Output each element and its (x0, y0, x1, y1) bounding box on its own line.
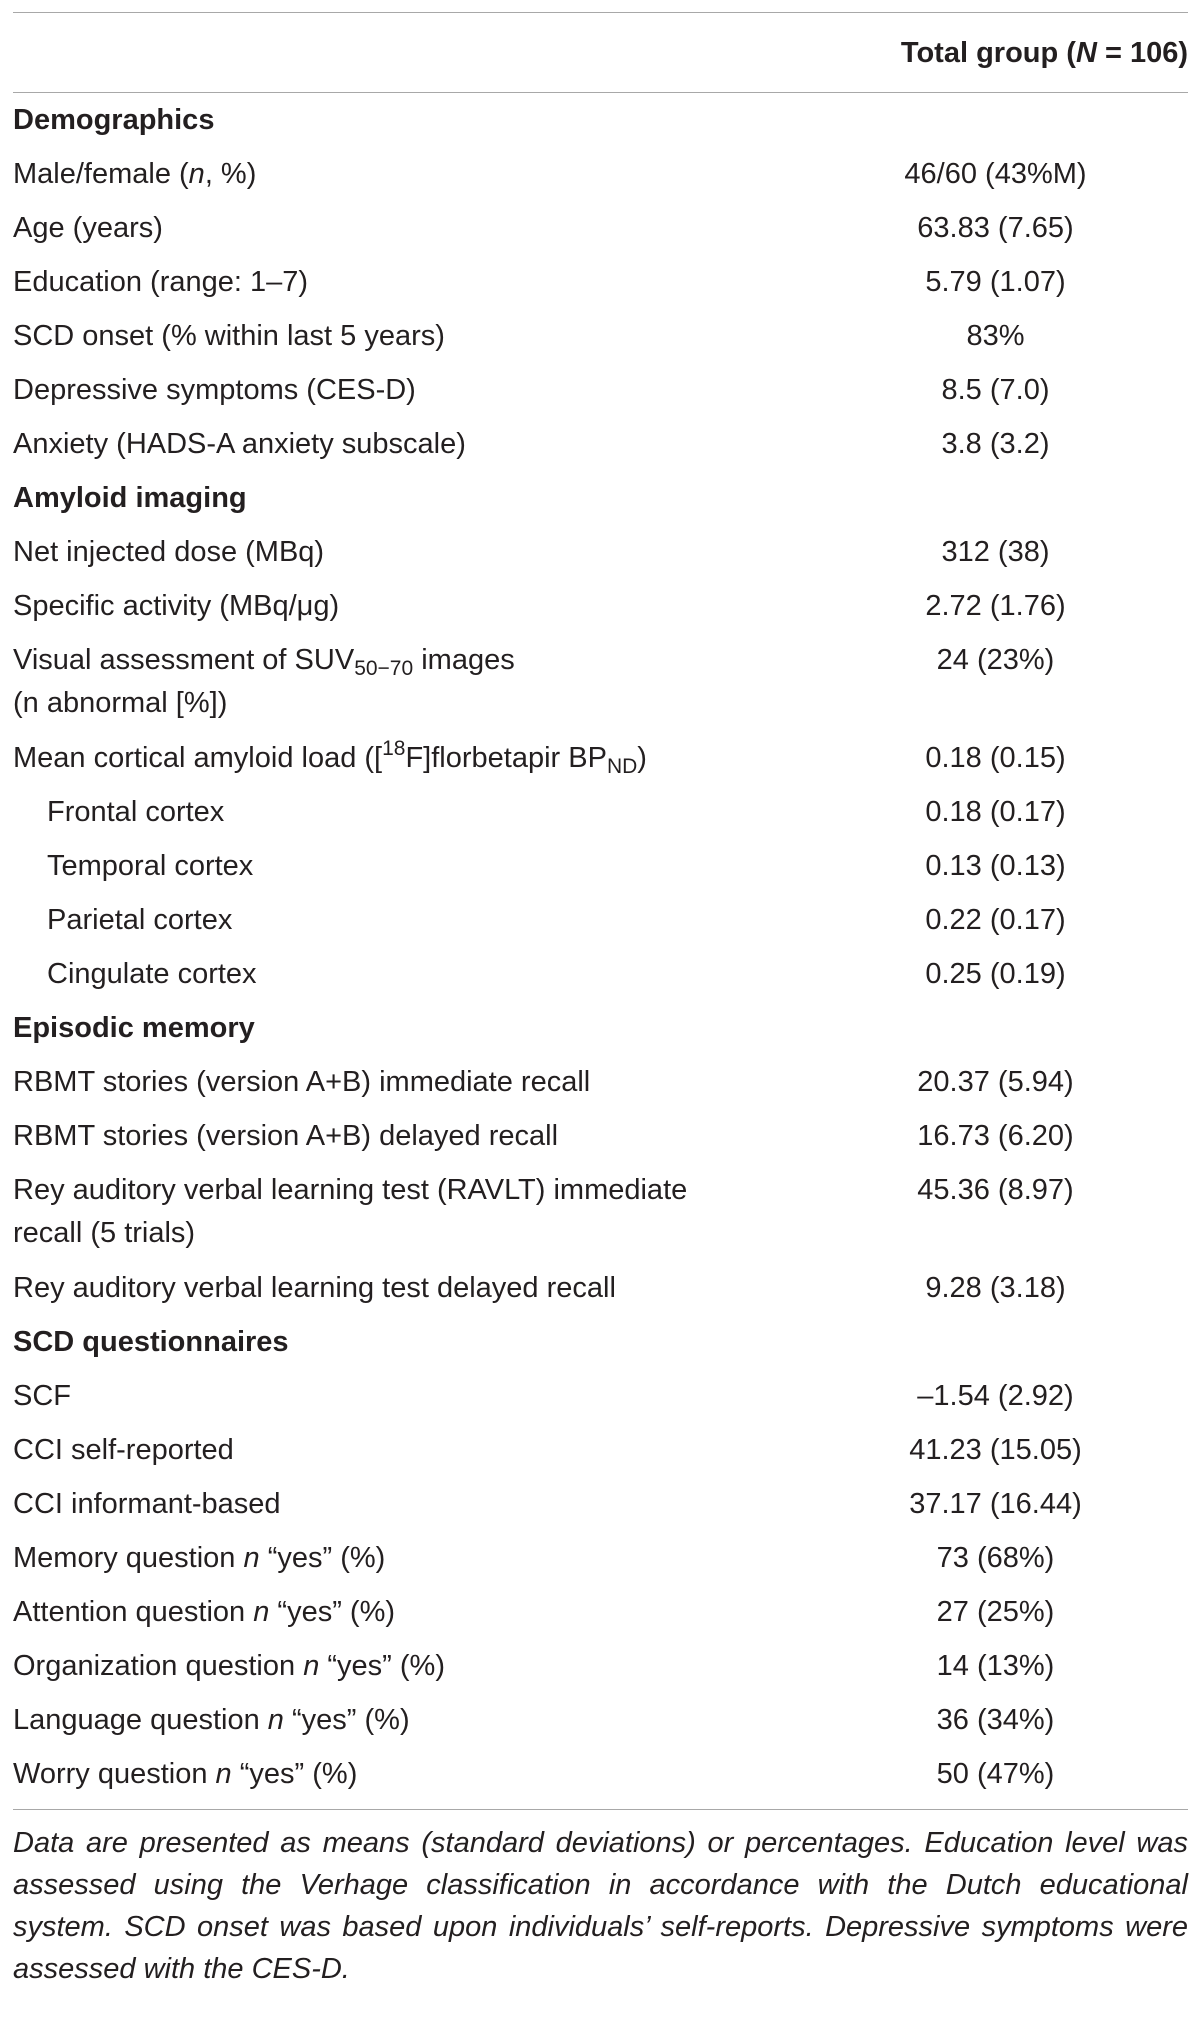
table-row (13, 585, 1188, 639)
row-label: Mean cortical amyloid load ([$^{18}$F]florbetapir $BP_{ND}$) (13, 737, 647, 778)
row-value: 46/60 (43%M) (904, 158, 1087, 190)
row-label: Frontal cortex (47, 796, 225, 828)
table-row (13, 423, 1188, 477)
table-row (13, 1645, 1188, 1699)
row-label: Anxiety (HADS-A anxiety subscale) (13, 428, 466, 460)
table-row (13, 261, 1188, 315)
row-value: 0.18 (0.15) (925, 742, 1066, 774)
row-value: 312 (38) (941, 536, 1050, 568)
section-scd-questionnaires: SCD questionnaires (13, 1326, 289, 1358)
section-episodic-memory: Episodic memory (13, 1012, 255, 1044)
table-row (13, 737, 1188, 791)
table-row (13, 1115, 1188, 1169)
row-value: 5.79 (1.07) (925, 266, 1066, 298)
row-label: Memory question n “yes” (%) (13, 1542, 386, 1574)
row-value: 50 (47%) (936, 1758, 1055, 1790)
section-demographics: Demographics (13, 104, 215, 136)
row-label: Education (range: 1–7) (13, 266, 309, 298)
row-value: 41.23 (15.05) (909, 1434, 1082, 1466)
table-row (13, 845, 1188, 899)
row-value: 2.72 (1.76) (925, 590, 1066, 622)
row-label: RBMT stories (version A+B) immediate recall (13, 1066, 591, 1098)
row-label: RBMT stories (version A+B) delayed recall (13, 1120, 559, 1152)
row-label: CCI informant-based (13, 1488, 281, 1520)
row-value: 27 (25%) (936, 1596, 1055, 1628)
row-value: 14 (13%) (936, 1650, 1055, 1682)
row-label: Attention question n “yes” (%) (13, 1596, 396, 1628)
row-label: SCF (13, 1380, 71, 1412)
row-label: Organization question n “yes” (%) (13, 1650, 445, 1682)
row-label: Age (years) (13, 212, 163, 244)
row-label: Language question n “yes” (%) (13, 1704, 410, 1736)
table-row (13, 1375, 1188, 1429)
table-header (13, 13, 1188, 92)
row-value: 63.83 (7.65) (917, 212, 1074, 244)
table-row (13, 1753, 1188, 1807)
row-value: 9.28 (3.18) (925, 1272, 1066, 1304)
row-value: –1.54 (2.92) (917, 1380, 1074, 1412)
characteristics-table (13, 12, 1188, 1990)
table-body (13, 93, 1188, 1807)
row-label: Worry question n “yes” (%) (13, 1758, 358, 1790)
table-row (13, 1061, 1188, 1115)
row-value: 0.25 (0.19) (925, 958, 1066, 990)
row-value: 16.73 (6.20) (917, 1120, 1074, 1152)
table-row (13, 531, 1188, 585)
row-value: 0.18 (0.17) (925, 796, 1066, 828)
section-amyloid-imaging: Amyloid imaging (13, 482, 247, 514)
table-row (13, 953, 1188, 1007)
table-row (13, 1429, 1188, 1483)
table-row (13, 369, 1188, 423)
table-footnote: Data are presented as means (standard deviations) or percentages. Education level was assessed using the Verhage classification in accordance with the Dutch educational system. SCD onset was based upon individuals’ self-reports. Depressive symptoms were assessed with the CES-D. (13, 1827, 1188, 1985)
table-row (13, 315, 1188, 369)
row-value: 3.8 (3.2) (941, 428, 1050, 460)
row-label: CCI self-reported (13, 1434, 234, 1466)
row-label: Rey auditory verbal learning test delayed recall (13, 1272, 616, 1304)
table-row (13, 1483, 1188, 1537)
row-label: Depressive symptoms (CES-D) (13, 374, 416, 406)
row-label: Rey auditory verbal learning test (RAVLT) immediate recall (5 trials) (13, 1174, 688, 1249)
bottom-rule (13, 1809, 1188, 1810)
row-label: Male/female (n, %) (13, 158, 257, 190)
row-value: 0.13 (0.13) (925, 850, 1066, 882)
row-value: 8.5 (7.0) (941, 374, 1050, 406)
row-label: Cingulate cortex (47, 958, 257, 990)
row-value: 45.36 (8.97) (917, 1174, 1074, 1206)
table-row (13, 791, 1188, 845)
row-label: Temporal cortex (47, 850, 254, 882)
table-row (13, 1169, 1188, 1267)
row-value: 37.17 (16.44) (909, 1488, 1082, 1520)
row-label: Net injected dose (MBq) (13, 536, 325, 568)
table-row (13, 1537, 1188, 1591)
table-row (13, 207, 1188, 261)
row-value: 24 (23%) (936, 644, 1055, 676)
row-value: 20.37 (5.94) (917, 1066, 1074, 1098)
row-label: Parietal cortex (47, 904, 233, 936)
row-value: 36 (34%) (936, 1704, 1055, 1736)
table-row (13, 639, 1188, 737)
row-label: Visual assessment of $SUV_{50-70}$ images (n abnormal [%]) (13, 644, 515, 719)
table-row (13, 899, 1188, 953)
table-row (13, 1699, 1188, 1753)
row-label: SCD onset (% within last 5 years) (13, 320, 445, 352)
table-row (13, 1591, 1188, 1645)
row-value: 83% (966, 320, 1025, 352)
table-row (13, 153, 1188, 207)
row-label: Specific activity (MBq/μg) (13, 590, 340, 622)
table-row (13, 1267, 1188, 1321)
row-value: 0.22 (0.17) (925, 904, 1066, 936)
row-value: 73 (68%) (936, 1542, 1055, 1574)
column-header-total-group: Total group (N = 106) (900, 37, 1188, 69)
